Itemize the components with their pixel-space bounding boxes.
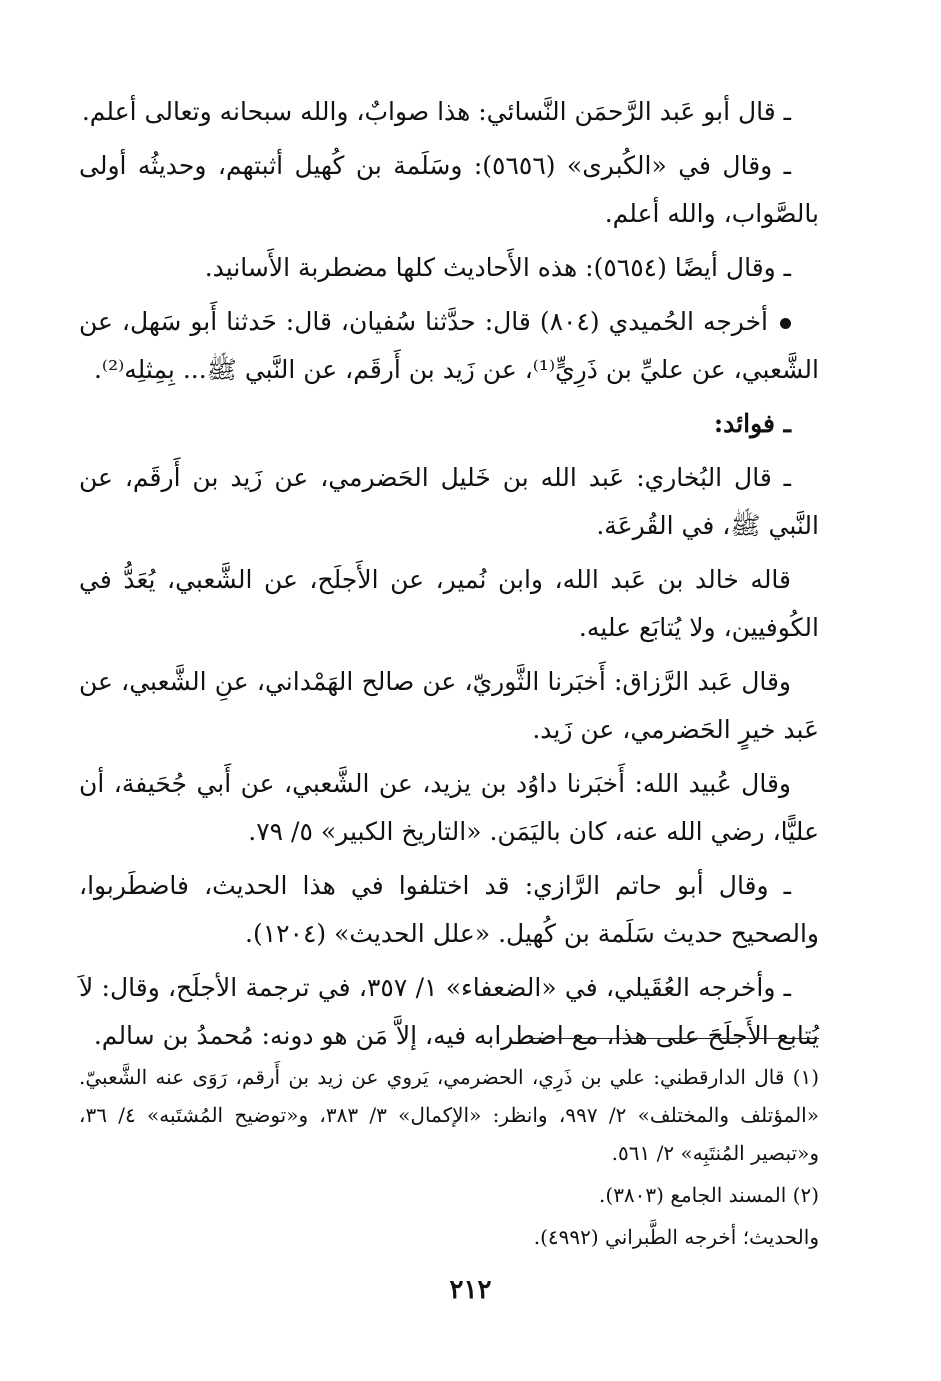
paragraph-text: أخرجه الحُميدي (٨٠٤) قال: حدَّثنا سُفيان، قال: حَدثنا أَبو سَهل، عن الشَّعبي، عن عليِّ بن ذَرِيٍّ⁽¹⁾، عن زَيد بن أَرقَم، عن النَّبي ﷺ... بِمِثلِه⁽²⁾. xyxy=(79,307,819,384)
bullet-paragraph xyxy=(79,298,819,394)
paragraph: ـ وقال أبو حاتم الرَّازي: قد اختلفوا في هذا الحديث، فاضطَربوا، والصحيح حديث سَلَمة بن كُهيل. «علل الحديث» (١٢٠٤). xyxy=(79,871,819,948)
footnote: (٢) المسند الجامع (٣٨٠٣). xyxy=(599,1183,819,1207)
paragraph: ـ وقال أيضًا (٥٦٥٤): هذه الأَحاديث كلها مضطربة الأَسانيد. xyxy=(204,253,791,282)
paragraph: ـ وقال في «الكُبرى» (٥٦٥٦): وسَلَمة بن كُهيل أثبتهم، وحديثُه أولى بالصَّواب، والله أعلم. xyxy=(79,151,819,228)
section-heading: ـ فوائد: xyxy=(713,409,791,438)
paragraph: ـ وأخرجه العُقَيلي، في «الضعفاء» ١/ ٣٥٧، في ترجمة الأجلَح، وقال: لاَ يُتابع الأَجلَحَ على هذا، مع اضطرابه فيه، إلاَّ مَن هو دونه: مُحمدُ بن سالم. xyxy=(79,973,819,1050)
footnote-divider xyxy=(529,1038,819,1039)
paragraph: وقال عُبيد الله: أَخبَرنا داوُد بن يزيد، عن الشَّعبي، عن أَبي جُحَيفة، أن عليًّا، رضي الله عنه، كان باليَمَن. «التاريخ الكبير» ٥/ ٧٩. xyxy=(79,769,819,846)
paragraph: وقال عَبد الرَّزاق: أَخبَرنا الثَّوريّ، عن صالح الهَمْداني، عنِ الشَّعبي، عن عَبد خيرٍ الحَضرمي، عن زَيد. xyxy=(79,667,819,744)
page-number: ٢١٢ xyxy=(449,1275,492,1305)
bullet-icon xyxy=(780,318,791,329)
paragraph: ـ قال البُخاري: عَبد الله بن خَليل الحَضرمي، عن زَيد بن أَرقَم، عن النَّبي ﷺ، في القُرعَة. xyxy=(79,463,819,540)
main-text xyxy=(79,88,819,1066)
footnote: والحديث؛ أخرجه الطَّبراني (٤٩٩٢). xyxy=(533,1225,819,1249)
footnote: (١) قال الدارقطني: علي بن ذَرِي، الحضرمي، يَروي عن زيد بن أَرقم، رَوَى عنه الشَّعبيّ. «المؤتلف والمختلف» ٢/ ٩٩٧، وانظر: «الإكمال» ٣/ ٣٨٣، و«توضيح المُشتَبه» ٤/ ٣٦، و«تبصير المُنتَبِه» ٢/ ٥٦١. xyxy=(79,1065,819,1165)
paragraph: قاله خالد بن عَبد الله، وابن نُمير، عن الأَجلَح، عن الشَّعبي، يُعَدُّ في الكُوفيين، ولا يُتابَع عليه. xyxy=(79,565,819,642)
paragraph: ـ قال أبو عَبد الرَّحمَن النَّسائي: هذا صوابٌ، والله سبحانه وتعالى أعلم. xyxy=(81,97,791,126)
footnotes xyxy=(79,1058,819,1260)
